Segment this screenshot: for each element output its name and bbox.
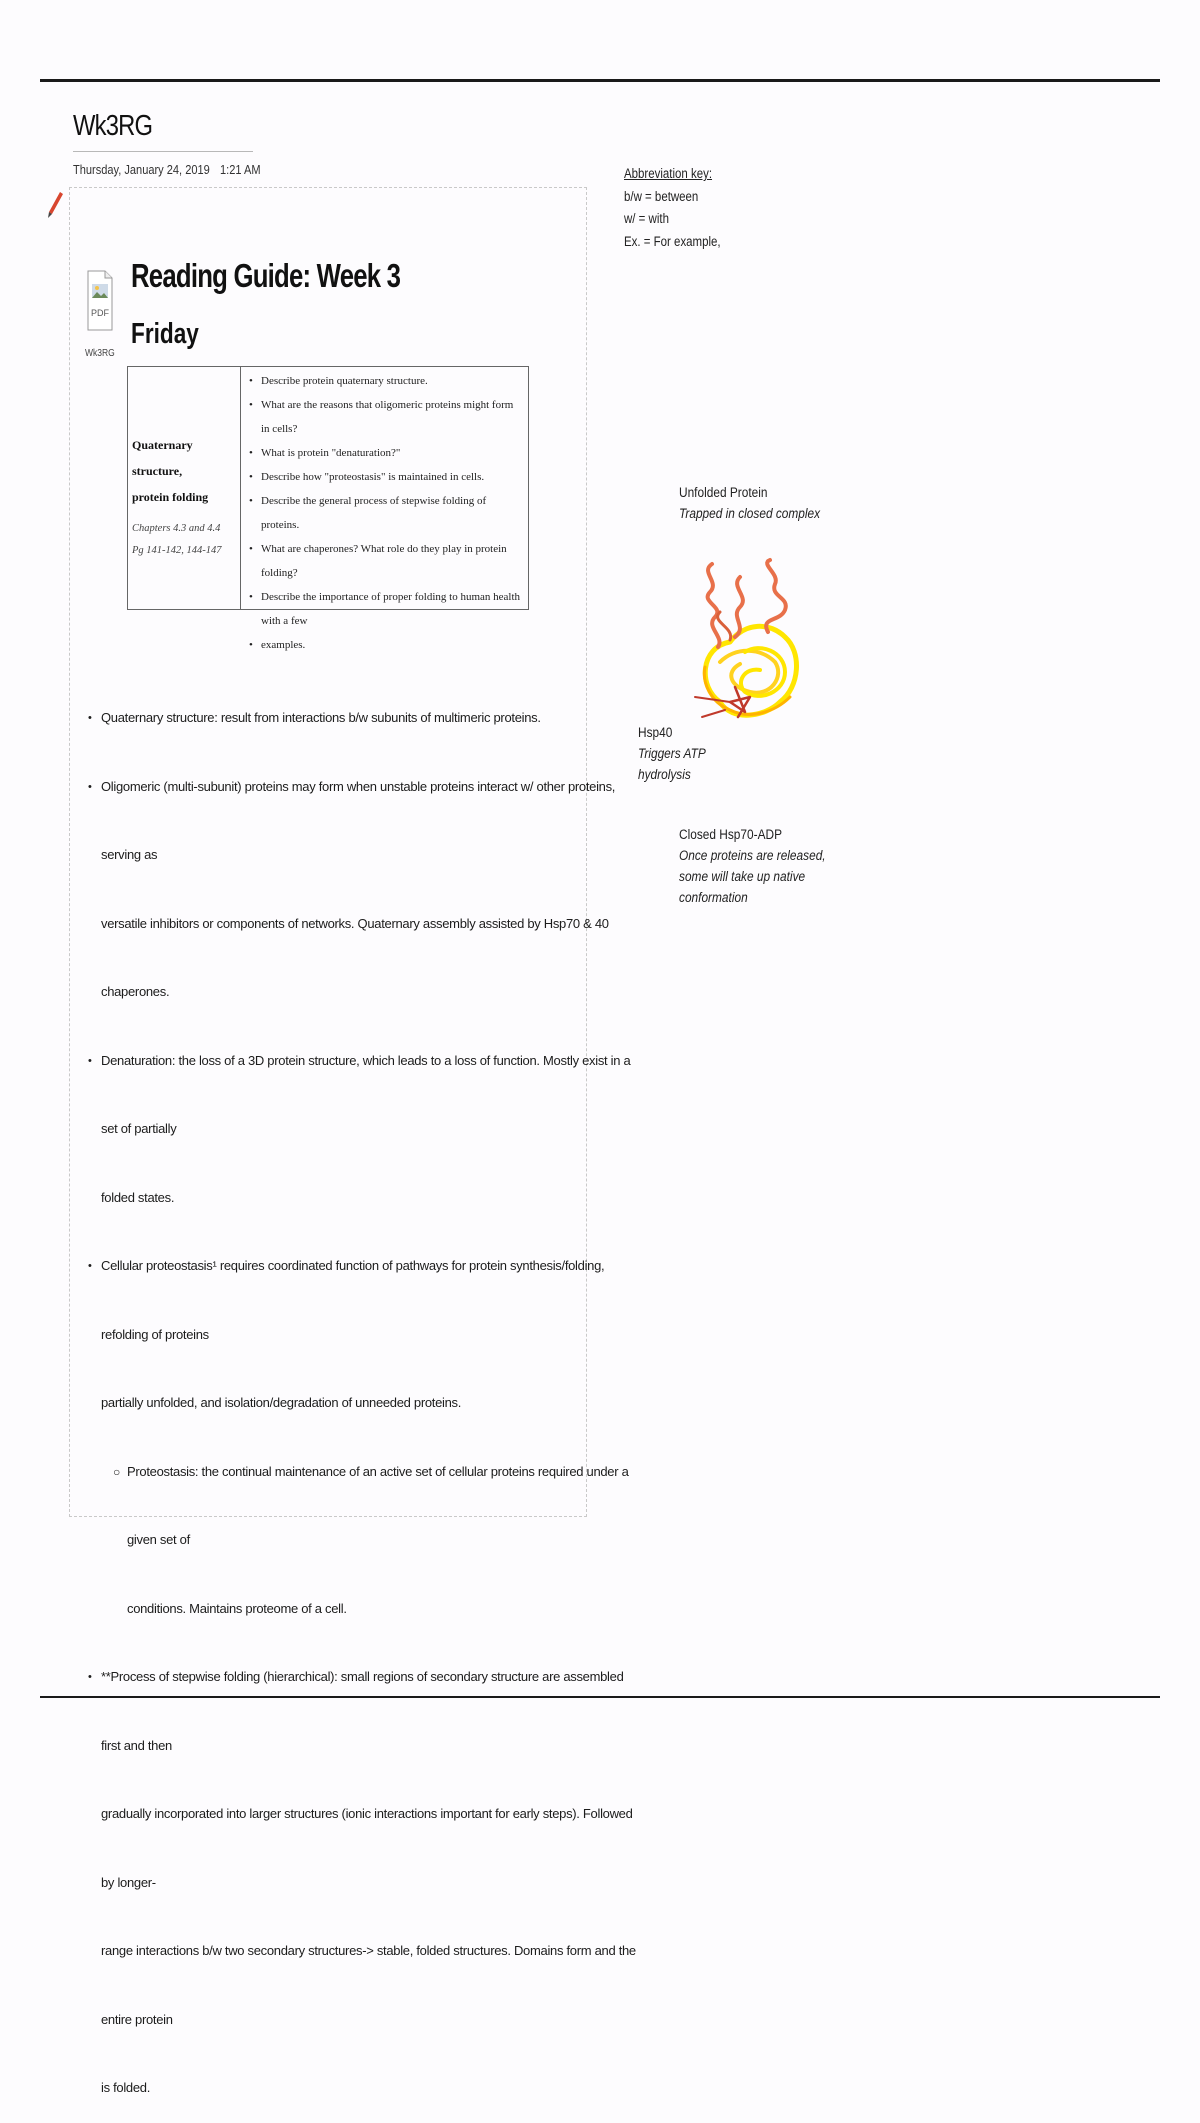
unfolded-title: Unfolded Protein xyxy=(679,485,768,500)
abbreviation-entry: b/w = between xyxy=(624,188,699,204)
abbreviation-key xyxy=(624,163,721,253)
hsp40-title: Hsp40 xyxy=(638,725,673,740)
question-item: • Describe protein quaternary structure. xyxy=(249,369,522,393)
reading-guide-topic-cell xyxy=(128,367,241,609)
abbreviation-entry: w/ = with xyxy=(624,211,669,226)
page-date: Thursday, January 24, 2019 xyxy=(73,162,210,177)
closed-line: some will take up native xyxy=(679,869,806,884)
pages-text: Pg 141-142, 144-147 xyxy=(132,545,222,556)
note-line: versatile inhibitors or components of networks. Quaternary assembly assisted by Hsp70 & 40 chaperones. xyxy=(101,915,609,999)
note-line: • **Process of stepwise folding (hierarchical): small regions of secondary structure are assembled first and then xyxy=(88,1669,624,1753)
closed-hsp70-label xyxy=(679,824,826,908)
closed-title: Closed Hsp70-ADP xyxy=(679,827,783,842)
note-line: • Denaturation: the loss of a 3D protein structure, which leads to a loss of function. Mostly exist in a set of partially xyxy=(88,1052,631,1136)
question-item: • What are the reasons that oligomeric proteins might form in cells? xyxy=(249,393,522,441)
note-line: • Oligomeric (multi-subunit) proteins may form when unstable proteins interact w/ other proteins, serving as xyxy=(88,778,616,862)
reading-guide-day: Friday xyxy=(131,318,199,350)
unfolded-sub: Trapped in closed complex xyxy=(679,506,821,521)
reading-guide-questions xyxy=(241,367,528,651)
note-subline: conditions. Maintains proteome of a cell. xyxy=(127,1600,347,1616)
note-line: partially unfolded, and isolation/degradation of unneeded proteins. xyxy=(101,1395,462,1410)
chapters-text: Chapters 4.3 and 4.4 xyxy=(132,523,221,534)
closed-line: Once proteins are released, xyxy=(679,848,826,863)
attachment-caption: Wk3RG xyxy=(85,348,115,359)
question-item: • What are chaperones? What role do they play in protein folding? xyxy=(249,537,522,585)
note-subline: ○ Proteostasis: the continual maintenance of an active set of cellular proteins required under a given set of xyxy=(113,1463,629,1547)
chapters-line xyxy=(132,518,240,562)
note-line: folded states. xyxy=(101,1189,175,1205)
note-line: • Cellular proteostasis¹ requires coordinated function of pathways for protein synthesis/folding, refolding of proteins xyxy=(88,1258,605,1342)
note-line: range interactions b/w two secondary structures-> stable, folded structures. Domains form and the entire protein xyxy=(101,1943,636,2027)
reading-guide-table xyxy=(127,366,529,651)
page-time: 1:21 AM xyxy=(219,162,261,177)
chaperone-ink-drawing xyxy=(690,552,810,770)
page-title: Wk3RG xyxy=(73,110,153,142)
note-line: • Quaternary structure: result from interactions b/w subunits of multimeric proteins. xyxy=(88,710,541,725)
pen-icon[interactable] xyxy=(46,190,64,220)
abbreviation-heading: Abbreviation key: xyxy=(624,166,713,181)
unfolded-protein-label xyxy=(679,482,820,524)
top-rule xyxy=(40,79,1160,82)
closed-line: conformation xyxy=(679,890,748,905)
title-underline xyxy=(73,151,253,152)
question-item: • Describe the general process of stepwise folding of proteins. xyxy=(249,489,522,537)
topic-line: Quaternary structure, xyxy=(132,438,193,478)
pdf-type-label: PDF xyxy=(91,308,109,318)
hsp40-line: Triggers ATP xyxy=(638,746,706,761)
hsp40-line: hydrolysis xyxy=(638,767,691,782)
page-timestamp xyxy=(73,162,261,177)
topic-line: protein folding xyxy=(132,490,209,504)
reading-guide-title: Reading Guide: Week 3 xyxy=(131,257,401,294)
bottom-rule xyxy=(40,1696,1160,1698)
pdf-file-icon[interactable] xyxy=(85,268,115,338)
notes-list xyxy=(88,684,643,2123)
abbreviation-entry: Ex. = For example, xyxy=(624,233,721,249)
question-item: • Describe the importance of proper folding to human health with a few xyxy=(249,585,522,633)
question-item-continued: • examples. xyxy=(249,633,522,657)
question-item: • Describe how "proteostasis" is maintained in cells. xyxy=(249,465,522,489)
question-item: • What is protein "denaturation?" xyxy=(249,441,522,465)
note-line: is folded. xyxy=(101,2080,151,2095)
note-line: gradually incorporated into larger structures (ionic interactions important for early steps). Followed by longer- xyxy=(101,1806,633,1890)
